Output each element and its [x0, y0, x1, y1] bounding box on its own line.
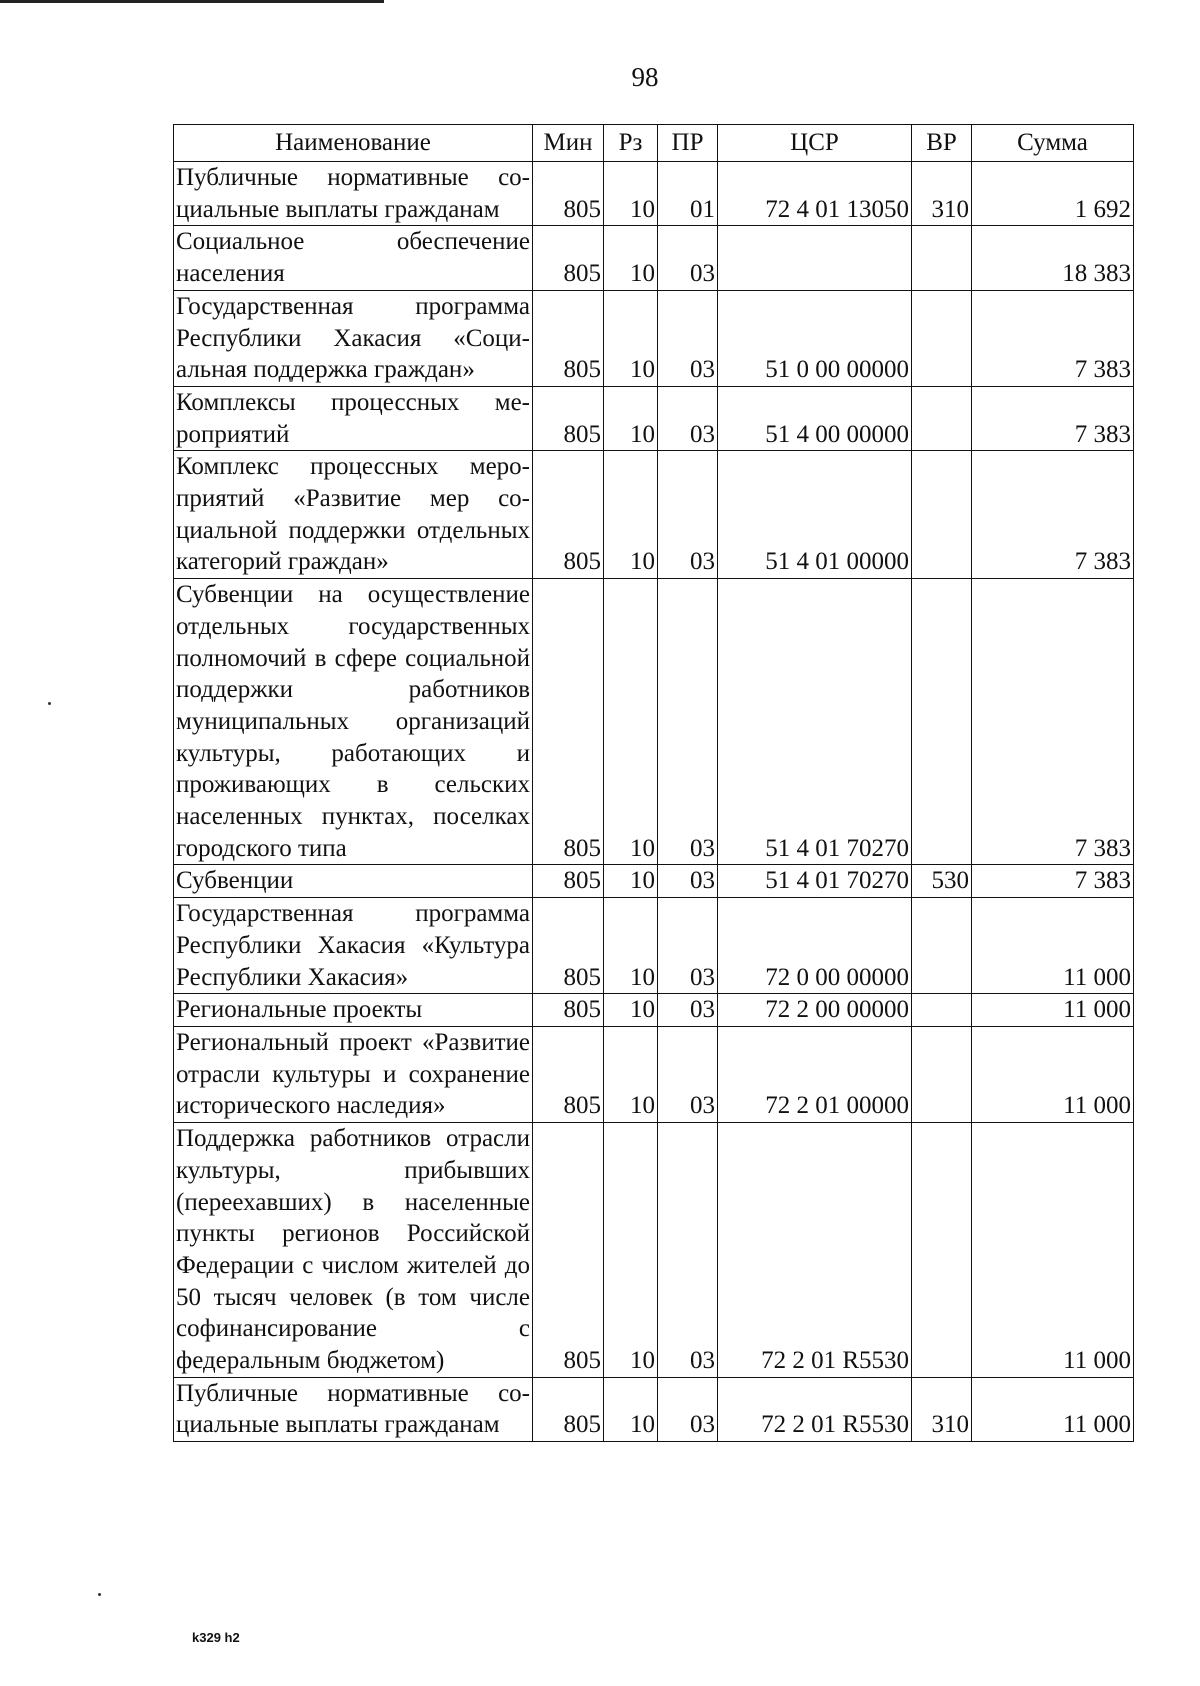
- row-pr: 03: [658, 226, 718, 290]
- table-row: [174, 994, 1134, 1027]
- row-vr: [912, 290, 972, 386]
- row-vr: 530: [912, 865, 972, 898]
- scan-speck: [98, 1593, 101, 1596]
- row-csr: 72 2 00 00000: [718, 994, 912, 1027]
- row-sum: 18 383: [972, 226, 1134, 290]
- row-csr: 51 4 01 00000: [718, 451, 912, 579]
- row-min: 805: [533, 898, 604, 994]
- table-row: [174, 898, 1134, 994]
- table-body: [174, 162, 1134, 1442]
- row-min: 805: [533, 162, 604, 226]
- row-sum: 11 000: [972, 994, 1134, 1027]
- row-min: 805: [533, 579, 604, 865]
- table-row: [174, 1026, 1134, 1122]
- row-pr: 03: [658, 1377, 718, 1441]
- header-name: Наименование: [174, 125, 533, 162]
- row-min: 805: [533, 290, 604, 386]
- row-sum: 11 000: [972, 898, 1134, 994]
- row-csr: 72 0 00 00000: [718, 898, 912, 994]
- row-min: 805: [533, 1026, 604, 1122]
- row-pr: 03: [658, 386, 718, 450]
- header-min: Мин: [533, 125, 604, 162]
- row-sum: 7 383: [972, 451, 1134, 579]
- row-name: Публичные нормативные социальные выплаты гражданам: [174, 1377, 533, 1441]
- row-sum: 7 383: [972, 865, 1134, 898]
- row-csr: 51 4 00 00000: [718, 386, 912, 450]
- header-vr: ВР: [912, 125, 972, 162]
- row-csr: 72 2 01 00000: [718, 1026, 912, 1122]
- row-pr: 03: [658, 579, 718, 865]
- page-number: 98: [631, 62, 659, 92]
- row-csr: 51 4 01 70270: [718, 579, 912, 865]
- row-sum: 7 383: [972, 579, 1134, 865]
- header-sum: Сумма: [972, 125, 1134, 162]
- row-pr: 01: [658, 162, 718, 226]
- row-pr: 03: [658, 1123, 718, 1378]
- row-vr: [912, 579, 972, 865]
- row-name: Государственная программа Республики Хакасия «Социальная поддержка граждан»: [174, 290, 533, 386]
- row-rz: 10: [604, 386, 658, 450]
- row-name: Государственная программа Республики Хакасия «Культура Республики Хакасия»: [174, 898, 533, 994]
- row-min: 805: [533, 1377, 604, 1441]
- header-rz: Рз: [604, 125, 658, 162]
- row-min: 805: [533, 1123, 604, 1378]
- row-min: 805: [533, 865, 604, 898]
- row-sum: 1 692: [972, 162, 1134, 226]
- top-edge-line: [0, 0, 384, 3]
- row-name: Региональный проект «Развитие отрасли культуры и сохранение исторического наследия»: [174, 1026, 533, 1122]
- row-vr: [912, 898, 972, 994]
- row-rz: 10: [604, 579, 658, 865]
- row-vr: 310: [912, 1377, 972, 1441]
- row-rz: 10: [604, 1123, 658, 1378]
- row-name: Субвенции: [174, 865, 533, 898]
- row-vr: [912, 1123, 972, 1378]
- budget-table: [173, 124, 1134, 1442]
- header-pr: ПР: [658, 125, 718, 162]
- row-name: Публичные нормативные социальные выплаты гражданам: [174, 162, 533, 226]
- row-rz: 10: [604, 898, 658, 994]
- row-name: Субвенции на осуществление отдельных государственных полномочий в сфере социальной поддержки работников муниципальных организаций культуры, работающих и проживающих в сельских населенных пунктах, поселках городского типа: [174, 579, 533, 865]
- row-name: Региональные проекты: [174, 994, 533, 1027]
- row-rz: 10: [604, 162, 658, 226]
- row-vr: 310: [912, 162, 972, 226]
- row-name: Комплекс процессных мероприятий «Развитие мер социальной поддержки отдельных категорий граждан»: [174, 451, 533, 579]
- table-row: [174, 226, 1134, 290]
- row-rz: 10: [604, 451, 658, 579]
- row-sum: 11 000: [972, 1026, 1134, 1122]
- row-csr: [718, 226, 912, 290]
- row-csr: 51 4 01 70270: [718, 865, 912, 898]
- table-header-row: [174, 125, 1134, 162]
- row-csr: 72 2 01 R5530: [718, 1123, 912, 1378]
- row-min: 805: [533, 451, 604, 579]
- row-rz: 10: [604, 994, 658, 1027]
- row-pr: 03: [658, 994, 718, 1027]
- row-name: Комплексы процессных мероприятий: [174, 386, 533, 450]
- row-min: 805: [533, 226, 604, 290]
- table-row: [174, 386, 1134, 450]
- row-name: Социальное обеспечение населения: [174, 226, 533, 290]
- row-pr: 03: [658, 865, 718, 898]
- row-pr: 03: [658, 451, 718, 579]
- scan-speck: [48, 702, 51, 705]
- row-pr: 03: [658, 290, 718, 386]
- row-name: Поддержка работников отрасли культуры, прибывших (переехавших) в населенные пункты регионов Российской Федерации с числом жителей до 50 тысяч человек (в том числе софинансирование с федеральным бюджетом): [174, 1123, 533, 1378]
- row-min: 805: [533, 994, 604, 1027]
- table-row: [174, 451, 1134, 579]
- row-rz: 10: [604, 865, 658, 898]
- row-sum: 11 000: [972, 1123, 1134, 1378]
- table-row: [174, 1123, 1134, 1378]
- row-pr: 03: [658, 1026, 718, 1122]
- row-vr: [912, 226, 972, 290]
- row-csr: 51 0 00 00000: [718, 290, 912, 386]
- row-sum: 11 000: [972, 1377, 1134, 1441]
- row-vr: [912, 994, 972, 1027]
- row-min: 805: [533, 386, 604, 450]
- table-row: [174, 162, 1134, 226]
- table-row: [174, 579, 1134, 865]
- row-rz: 10: [604, 290, 658, 386]
- table-row: [174, 1377, 1134, 1441]
- row-rz: 10: [604, 1026, 658, 1122]
- table-row: [174, 865, 1134, 898]
- row-csr: 72 2 01 R5530: [718, 1377, 912, 1441]
- row-csr: 72 4 01 13050: [718, 162, 912, 226]
- footer-code: k329 h2: [192, 1630, 240, 1645]
- row-rz: 10: [604, 1377, 658, 1441]
- row-vr: [912, 451, 972, 579]
- row-pr: 03: [658, 898, 718, 994]
- row-rz: 10: [604, 226, 658, 290]
- row-sum: 7 383: [972, 386, 1134, 450]
- header-csr: ЦСР: [718, 125, 912, 162]
- row-vr: [912, 1026, 972, 1122]
- row-vr: [912, 386, 972, 450]
- row-sum: 7 383: [972, 290, 1134, 386]
- table-row: [174, 290, 1134, 386]
